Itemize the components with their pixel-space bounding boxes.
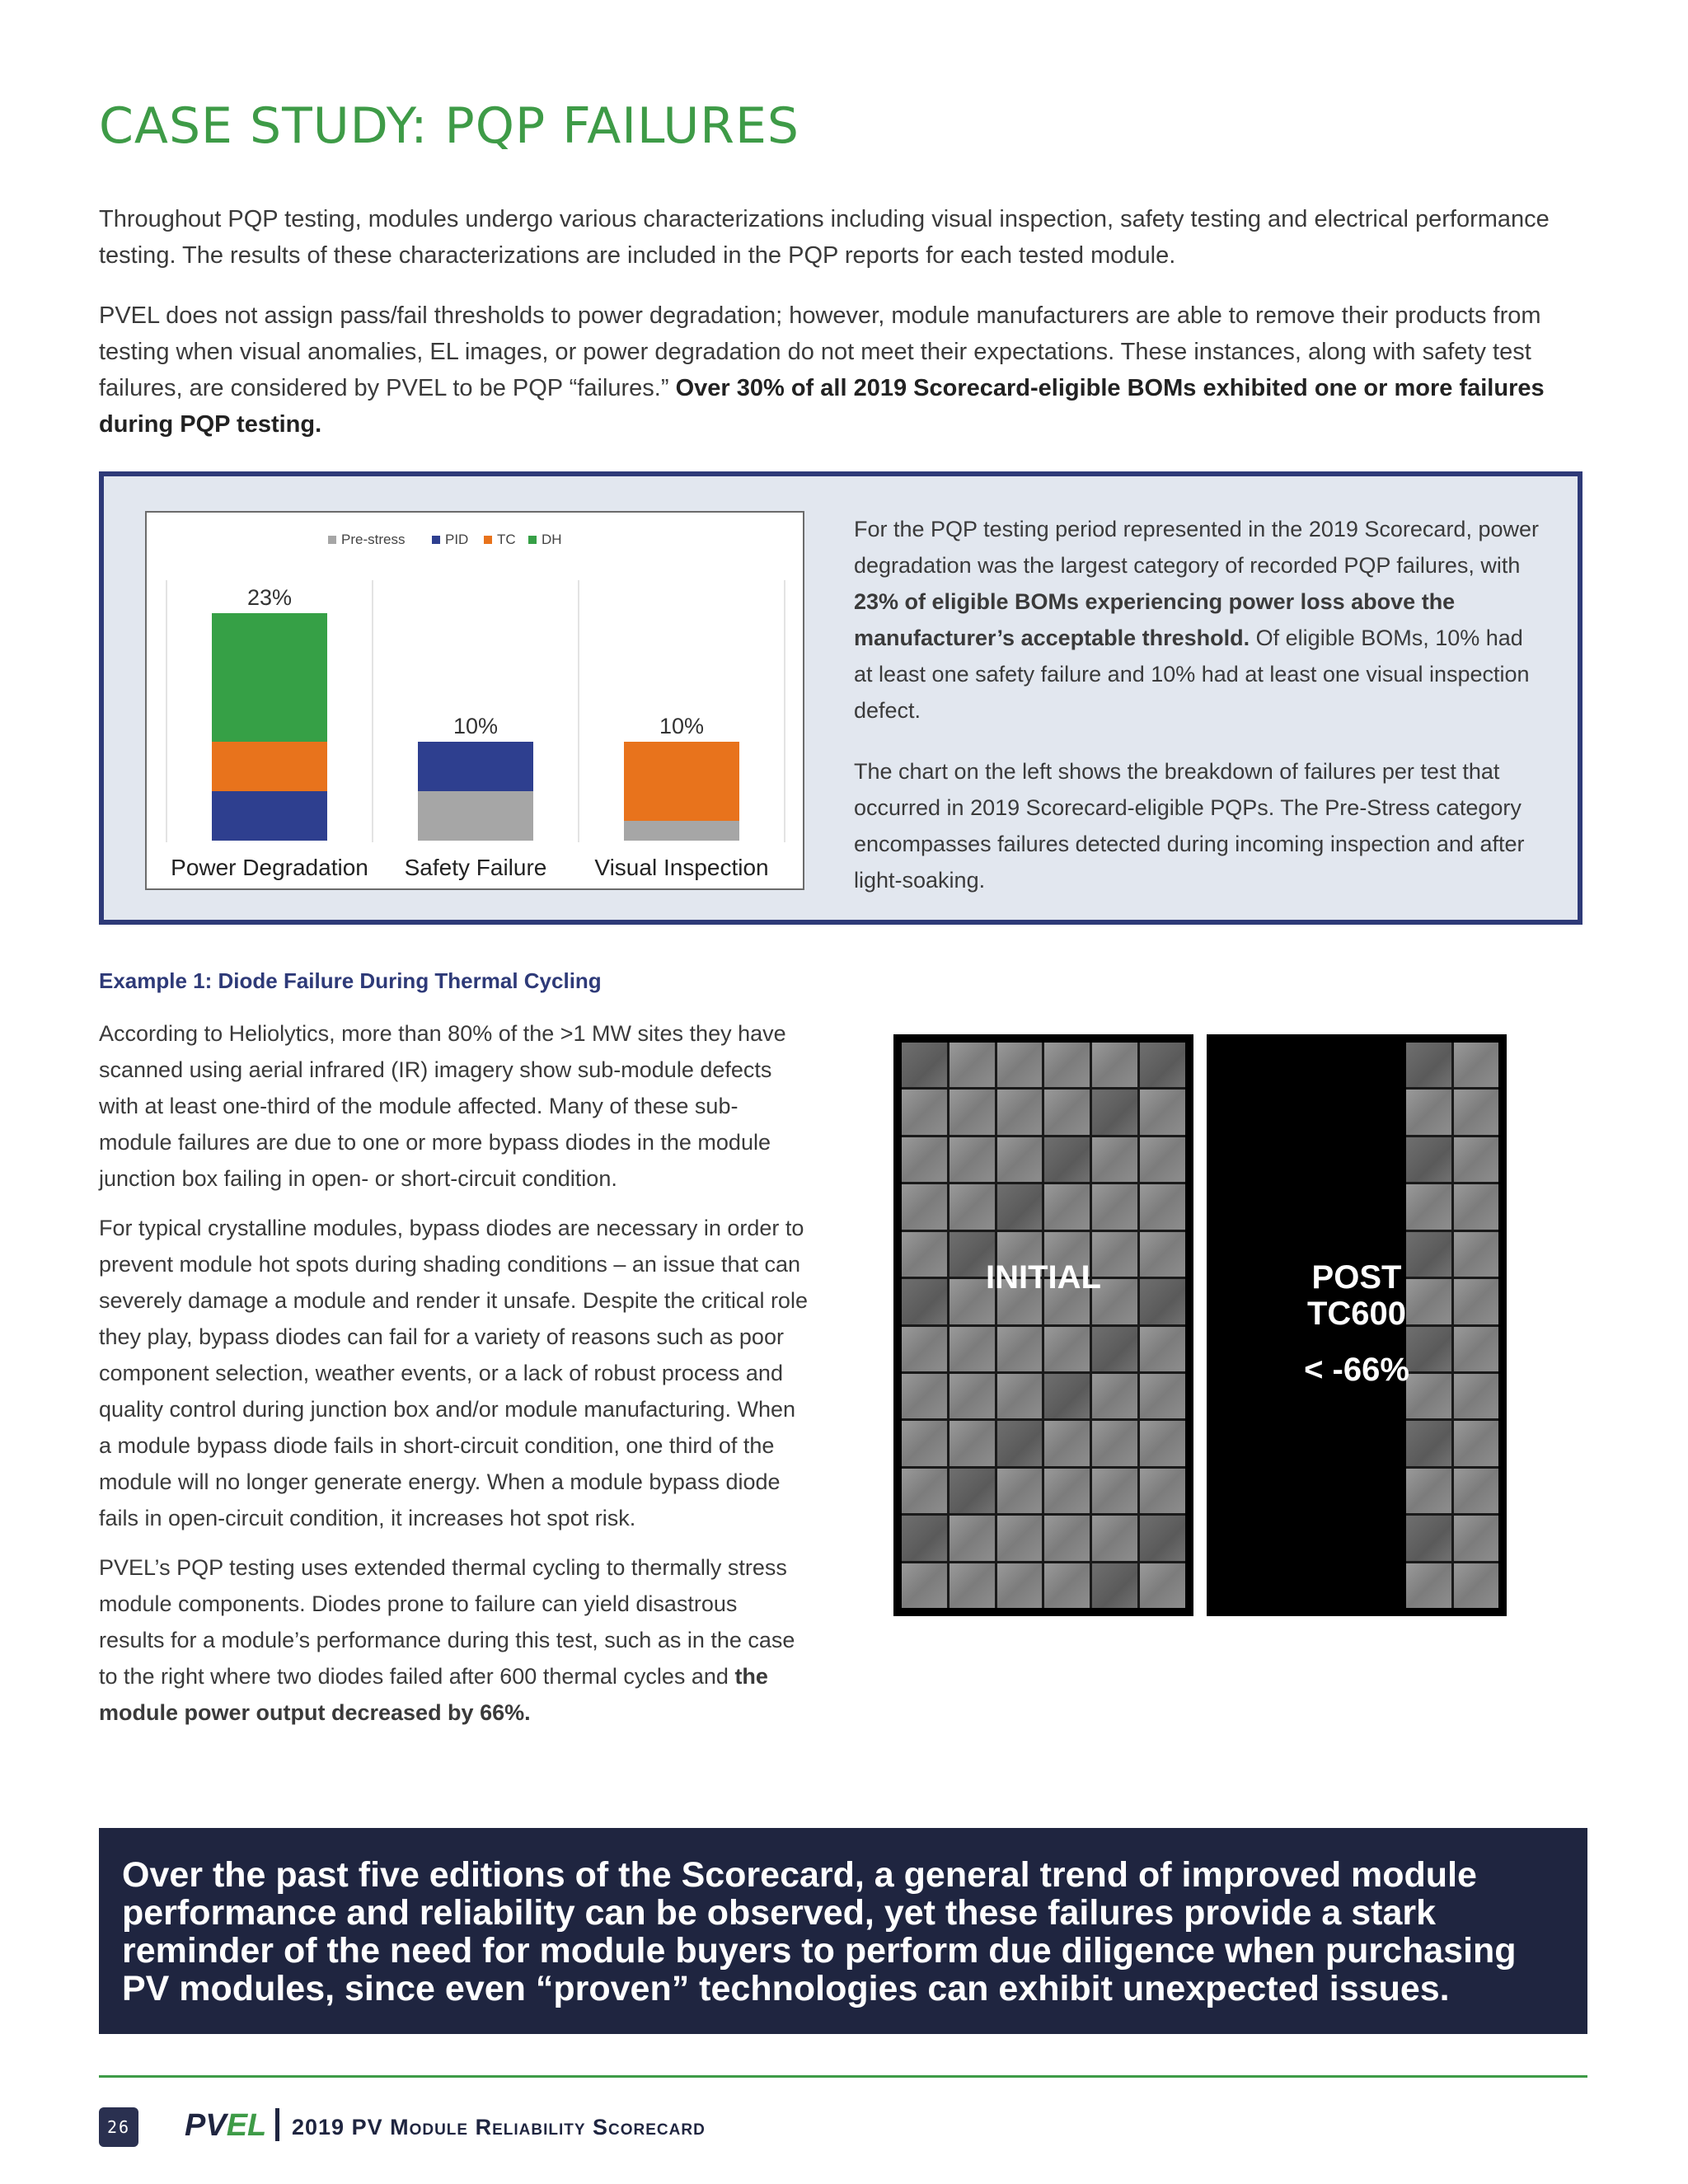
el-cell <box>1044 1563 1090 1608</box>
el-cell <box>902 1184 947 1229</box>
bar-pre-stress <box>418 791 533 841</box>
el-cell <box>997 1516 1043 1560</box>
category-label: Safety Failure <box>404 855 547 880</box>
el-cell <box>950 1327 995 1371</box>
page-number: 26 <box>99 2107 138 2147</box>
summary-p1-emphasis: 23% of eligible BOMs experiencing power loss above the manufacturer’s acceptable threshold. <box>854 589 1456 650</box>
el-cell <box>1044 1090 1090 1134</box>
bar-total-label: 10% <box>452 714 499 738</box>
el-image-post-tc600 <box>1207 1034 1507 1616</box>
el-cell <box>997 1184 1043 1229</box>
bar-pid <box>212 791 327 841</box>
intro-paragraph-2-emphasis: Over 30% of all 2019 Scorecard-eligible BOMs exhibited one or more failures during PQP testing. <box>99 375 1545 438</box>
el-cell <box>1092 1327 1137 1371</box>
el-label-post: POST <box>1311 1259 1402 1296</box>
el-cell <box>1044 1184 1090 1229</box>
el-cell <box>1092 1043 1137 1087</box>
legend-label-pid: PID <box>445 532 469 547</box>
el-cell <box>902 1516 947 1560</box>
bar-total-label: 10% <box>659 714 705 738</box>
legend-swatch-pre-stress <box>328 536 336 544</box>
el-cell <box>1454 1421 1499 1465</box>
el-cell <box>1454 1563 1499 1608</box>
el-cell <box>950 1563 995 1608</box>
el-cell <box>950 1421 995 1465</box>
bar-pre-stress <box>624 821 739 841</box>
el-cell <box>950 1043 995 1087</box>
el-cell <box>1092 1516 1137 1560</box>
el-cell <box>950 1516 995 1560</box>
el-cell <box>1140 1327 1185 1371</box>
el-cell <box>1454 1137 1499 1182</box>
legend-swatch-dh <box>528 536 537 544</box>
callout-banner <box>99 1828 1587 2034</box>
bar-tc <box>212 742 327 791</box>
el-label-tc600: TC600 <box>1306 1296 1407 1332</box>
el-cell <box>902 1374 947 1418</box>
callout-text: Over the past five editions of the Scorecard, a general trend of improved module performance and reliability can be observed, yet these failures provide a stark reminder of the need for module buyers to perform due diligence when purchasing PV modules, since even “proven” technologies can exhibit unexpected issues. <box>122 1855 1517 2008</box>
el-cell <box>1454 1469 1499 1513</box>
el-cell <box>1140 1516 1185 1560</box>
legend-label-dh: DH <box>542 532 562 547</box>
intro-paragraph-2 <box>99 298 1558 443</box>
el-cell <box>1140 1421 1185 1465</box>
el-cell <box>997 1090 1043 1134</box>
el-cell <box>902 1043 947 1087</box>
el-cell <box>1044 1516 1090 1560</box>
el-cell <box>1140 1469 1185 1513</box>
el-cell <box>1140 1563 1185 1608</box>
el-cell <box>1092 1469 1137 1513</box>
legend-label-pre-stress: Pre-stress <box>341 532 406 547</box>
category-label: Visual Inspection <box>594 855 769 880</box>
category-label: Power Degradation <box>171 855 368 880</box>
el-cell <box>902 1327 947 1371</box>
el-cell <box>902 1469 947 1513</box>
el-cell <box>1454 1184 1499 1229</box>
el-cell <box>902 1137 947 1182</box>
footer-title: 2019 PV Module Reliability Scorecard <box>292 2115 706 2139</box>
el-cell <box>1406 1184 1451 1229</box>
el-cell <box>1140 1184 1185 1229</box>
el-cell <box>1044 1043 1090 1087</box>
bar-total-label: 23% <box>246 585 293 610</box>
summary-p1-start: For the PQP testing period represented in the 2019 Scorecard, power degradation was the largest category of recorded PQP failures, with <box>854 517 1539 578</box>
el-cell <box>1454 1516 1499 1560</box>
legend-label-tc: TC <box>497 532 516 547</box>
el-cell <box>1092 1137 1137 1182</box>
el-cell <box>997 1421 1043 1465</box>
el-cell <box>1092 1421 1137 1465</box>
example-paragraph-2: For typical crystalline modules, bypass diodes are necessary in order to prevent module hot spots during shading conditions – an issue that can severely damage a module and render it unsafe. Despite the critical role they play, bypass diodes can fail for a variety of reasons such as poor component selection, weather events, or a lack of robust process and quality control during junction box and/or module manufacturing. When a module bypass diode fails in short-circuit condition, one third of the module will no longer generate energy. When a module bypass diode fails in open-circuit condition, it increases hot spot risk. <box>99 1216 808 1530</box>
el-cell <box>1092 1184 1137 1229</box>
intro-paragraph-2-text: PVEL does not assign pass/fail thresholds to power degradation; however, module manufacturers are able to remove their products from testing when visual anomalies, EL images, or power degradation do not meet their expectations. These instances, along with safety test failures, are considered by PVEL to be PQP “failures.” <box>99 302 1541 401</box>
logo-part-pv: PV <box>185 2108 227 2143</box>
el-cell <box>997 1043 1043 1087</box>
el-cell <box>1406 1421 1451 1465</box>
footer-rule <box>99 2075 1587 2078</box>
el-cell <box>1454 1043 1499 1087</box>
intro-paragraph-1: Throughout PQP testing, modules undergo various characterizations including visual inspection, safety testing and electrical performance testing. The results of these characterizations are included in the PQP reports for each tested module. <box>99 206 1550 269</box>
el-cell <box>1406 1469 1451 1513</box>
el-cell <box>1406 1516 1451 1560</box>
example-p3-emphasis: the module power output decreased by 66%. <box>99 1664 768 1725</box>
el-cell <box>950 1184 995 1229</box>
el-cell <box>1140 1090 1185 1134</box>
el-cell <box>1406 1090 1451 1134</box>
bar-tc <box>624 742 739 821</box>
el-cell <box>950 1137 995 1182</box>
el-cell <box>1044 1327 1090 1371</box>
example-paragraph-1: According to Heliolytics, more than 80% of the >1 MW sites they have scanned using aerial infrared (IR) imagery show sub-module defects with at least one-third of the module affected. Many of these sub-module failures are due to one or more bypass diodes in the module junction box failing in open- or short-circuit condition. <box>99 1021 786 1191</box>
summary-text <box>854 511 1546 923</box>
el-cell <box>1044 1421 1090 1465</box>
failure-chart <box>145 511 804 890</box>
logo-part-el: EL <box>226 2108 267 2143</box>
page-title: CASE STUDY: PQP FAILURES <box>99 97 799 155</box>
el-cell <box>1140 1374 1185 1418</box>
summary-paragraph-2: The chart on the left shows the breakdown of failures per test that occurred in 2019 Scorecard-eligible PQPs. The Pre-Stress category encompasses failures detected during incoming inspection and after light-soaking. <box>854 759 1525 893</box>
el-cell <box>1092 1563 1137 1608</box>
el-cell <box>997 1327 1043 1371</box>
el-cell <box>950 1469 995 1513</box>
summary-paragraph-1 <box>854 511 1546 729</box>
el-cell <box>1044 1469 1090 1513</box>
el-label-power-change: < -66% <box>1304 1352 1409 1388</box>
el-cell <box>1044 1374 1090 1418</box>
el-cell <box>997 1374 1043 1418</box>
example-body <box>99 1015 808 1744</box>
el-label-initial: INITIAL <box>986 1259 1101 1296</box>
el-cell <box>1454 1090 1499 1134</box>
bar-pid <box>418 742 533 791</box>
el-cell <box>997 1563 1043 1608</box>
el-cell <box>1092 1090 1137 1134</box>
el-cell <box>1044 1137 1090 1182</box>
legend-swatch-pid <box>432 536 440 544</box>
legend-swatch-tc <box>484 536 492 544</box>
el-cell <box>1140 1043 1185 1087</box>
example-p3-text: PVEL’s PQP testing uses extended thermal cycling to thermally stress module components. Diodes prone to failure can yield disastrous results for a module’s performance during this test, such as in the case to the right where two diodes failed after 600 thermal cycles and <box>99 1555 795 1689</box>
el-cell <box>1406 1137 1451 1182</box>
el-cell <box>1406 1043 1451 1087</box>
el-cell <box>902 1421 947 1465</box>
pvel-logo <box>185 2108 266 2144</box>
el-image-initial <box>893 1034 1193 1616</box>
el-cell <box>950 1090 995 1134</box>
summary-p1-end: Of eligible BOMs, 10% had at least one safety failure and 10% had at least one visual inspection defect. <box>854 626 1530 723</box>
el-cell <box>997 1137 1043 1182</box>
el-cell <box>902 1563 947 1608</box>
el-cell <box>1140 1137 1185 1182</box>
failure-summary-box <box>99 471 1582 925</box>
example-paragraph-3 <box>99 1549 808 1731</box>
el-cell <box>950 1374 995 1418</box>
footer-separator <box>275 2108 279 2141</box>
el-cell <box>902 1090 947 1134</box>
bar-dh <box>212 613 327 742</box>
example-title: Example 1: Diode Failure During Thermal Cycling <box>99 968 602 993</box>
el-cell <box>1406 1563 1451 1608</box>
failure-chart-svg <box>147 513 806 892</box>
el-cell-grid-initial <box>902 1043 1185 1608</box>
el-cell <box>1092 1374 1137 1418</box>
el-cell <box>997 1469 1043 1513</box>
